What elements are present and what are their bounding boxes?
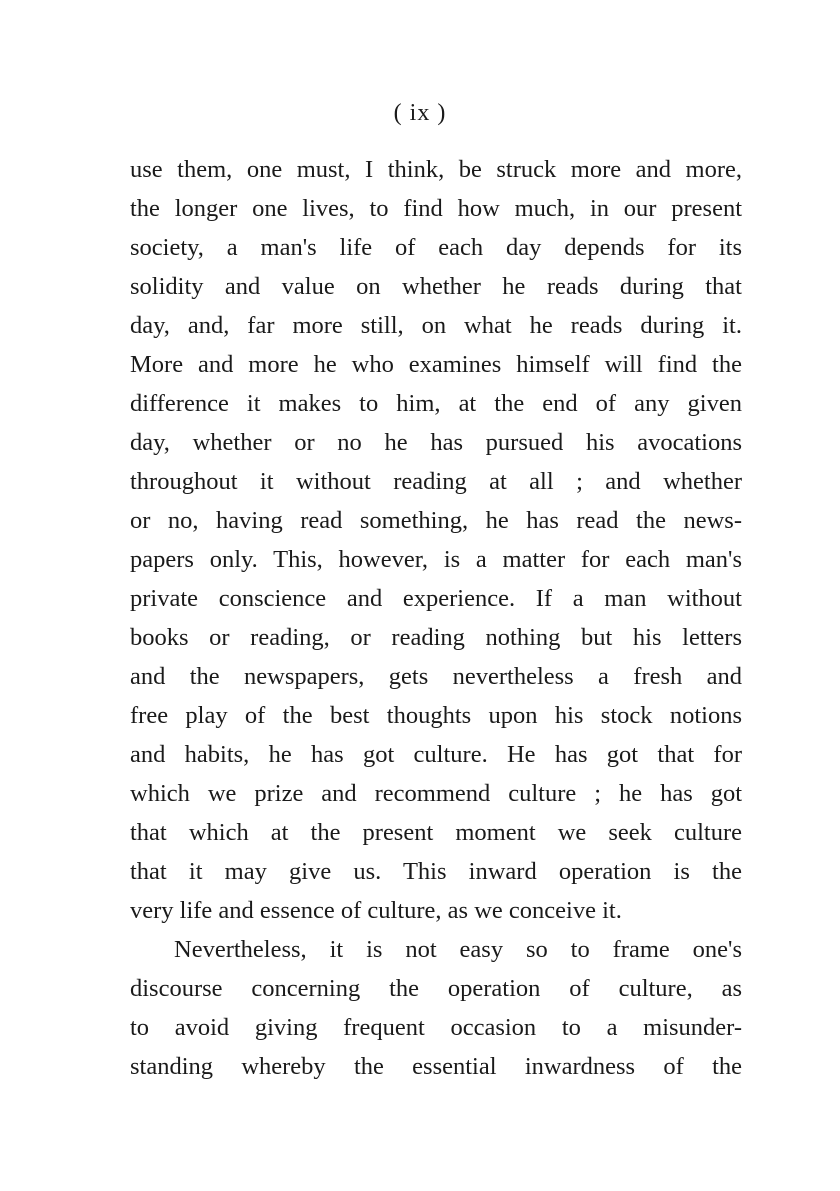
text-line: standing whereby the essential inwardness of the — [130, 1053, 742, 1080]
text-line: free play of the best thoughts upon his stock notions — [130, 702, 742, 729]
text-line: or no, having read something, he has read the news- — [130, 507, 742, 534]
text-line: day, and, far more still, on what he reads during it. — [130, 312, 742, 339]
text-line: and habits, he has got culture. He has got that for — [130, 741, 742, 768]
text-line: to avoid giving frequent occasion to a misunder- — [130, 1014, 742, 1041]
text-line: and the newspapers, gets nevertheless a fresh and — [130, 663, 742, 690]
text-line: use them, one must, I think, be struck more and more, — [130, 156, 742, 183]
text-line: More and more he who examines himself will find the — [130, 351, 742, 378]
text-line: discourse concerning the operation of culture, as — [130, 975, 742, 1002]
paragraph-2 — [130, 930, 742, 1086]
text-line: throughout it without reading at all ; and whether — [130, 468, 742, 495]
page-number: ( ix ) — [393, 100, 447, 126]
text-line: books or reading, or reading nothing but his letters — [130, 624, 742, 651]
text-line: difference it makes to him, at the end of any given — [130, 390, 742, 417]
text-line: day, whether or no he has pursued his avocations — [130, 429, 742, 456]
text-line: papers only. This, however, is a matter for each man's — [130, 546, 742, 573]
text-line: society, a man's life of each day depends for its — [130, 234, 742, 261]
text-line: which we prize and recommend culture ; he has got — [130, 780, 742, 807]
text-line: that which at the present moment we seek culture — [130, 819, 742, 846]
text-line: Nevertheless, it is not easy so to frame one's — [174, 936, 742, 963]
text-line: very life and essence of culture, as we conceive it. — [130, 897, 622, 924]
text-line: the longer one lives, to find how much, in our present — [130, 195, 742, 222]
text-line: that it may give us. This inward operation is the — [130, 858, 742, 885]
text-line: private conscience and experience. If a man without — [130, 585, 742, 612]
paragraph-1 — [130, 150, 742, 930]
text-line: solidity and value on whether he reads during that — [130, 273, 742, 300]
